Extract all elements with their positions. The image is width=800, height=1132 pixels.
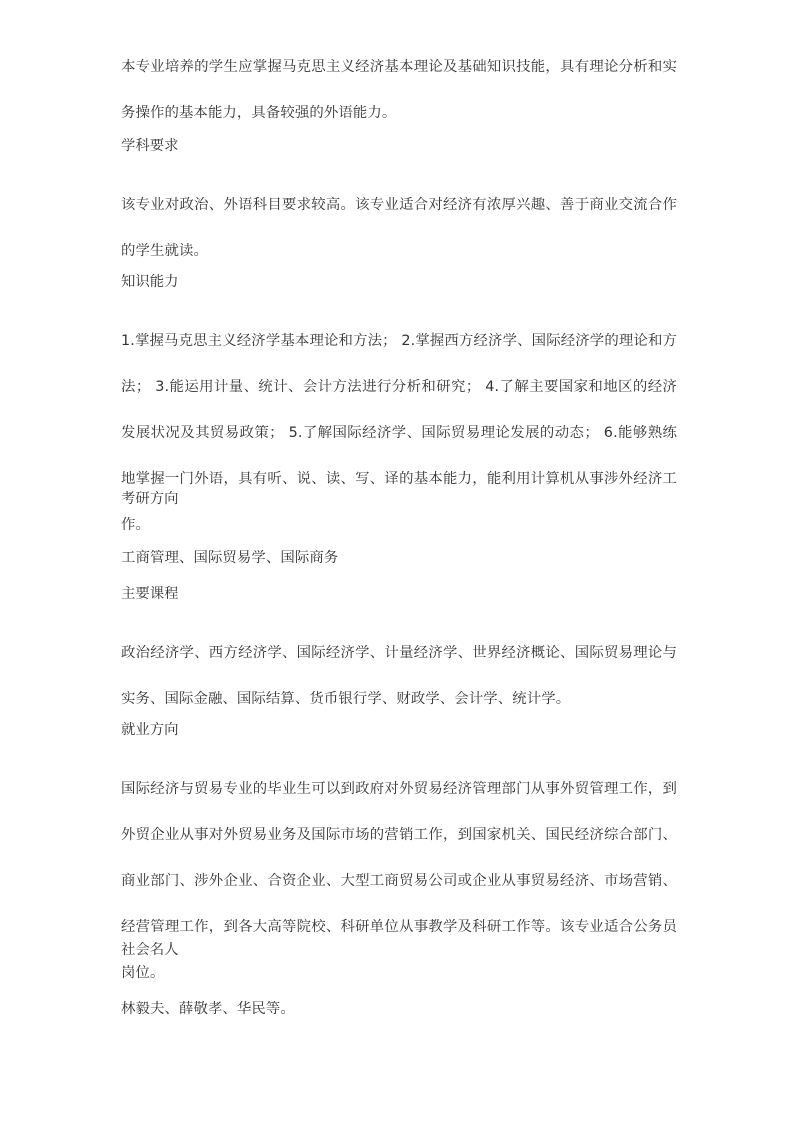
intro-paragraph: 本专业培养的学生应掌握马克思主义经济基本理论及基础知识技能，具有理论分析和实务操作的基本能力，具备较强的外语能力。 [121,59,677,121]
section-body: 林毅夫、薛敬孝、华民等。 [121,1001,295,1017]
section-body: 工商管理、国际贸易学、国际商务 [121,550,339,566]
section-heading: 知识能力 [121,274,179,290]
section-heading: 考研方向 [121,491,179,507]
section-graduate-directions [121,489,677,581]
section-heading: 主要课程 [121,586,179,602]
section-subject-requirements [121,136,677,274]
section-body: 1.掌握马克思主义经济学基本理论和方法； 2.掌握西方经济学、国际经济学的理论和方法； 3.能运用计量、统计、会计方法进行分析和研究； 4.了解主要国家和地区的经济发展状况及其贸易政策； 5.了解国际经济学、国际贸易理论发展的动态； 6.能够熟练地掌握一门外语，具有听、说、读、写、译的基本能力，能利用计算机从事涉外经济工作。 [121,333,677,533]
section-heading: 社会名人 [121,942,179,958]
section-main-courses [121,584,677,722]
section-body: 政治经济学、西方经济学、国际经济学、计量经济学、世界经济概论、国际贸易理论与实务、国际金融、国际结算、货币银行学、财政学、会计学、统计学。 [121,645,677,707]
section-heading: 就业方向 [121,722,179,738]
section-heading: 学科要求 [121,138,179,154]
section-notable-alumni [121,940,677,1032]
section-body: 国际经济与贸易专业的毕业生可以到政府对外贸易经济管理部门从事外贸管理工作，到外贸企业从事对外贸易业务及国际市场的营销工作，到国家机关、国民经济综合部门、商业部门、涉外企业、合资企业、大型工商贸易公司或企业从事贸易经济、市场营销、经营管理工作，到各大高等院校、科研单位从事教学及科研工作等。该专业适合公务员岗位。 [121,781,677,981]
section-body: 该专业对政治、外语科目要求较高。该专业适合对经济有浓厚兴趣、善于商业交流合作的学生就读。 [121,197,677,259]
